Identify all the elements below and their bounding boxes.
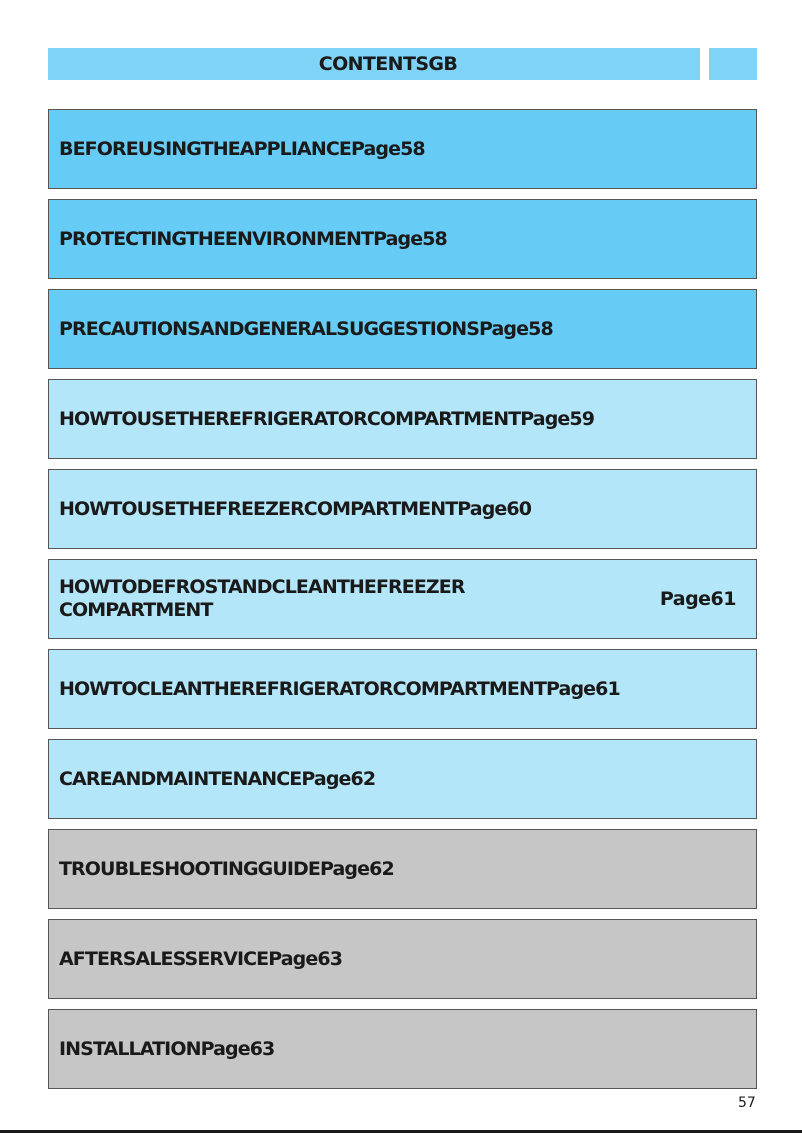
toc-entry-title-line-2: COMPARTMENT (59, 599, 213, 621)
toc-entry-label: CAREANDMAINTENANCEPage62 (59, 768, 376, 790)
toc-entry-title-line-1: HOWTODEFROSTANDCLEANTHEFREEZER (59, 576, 465, 598)
toc-entry-label: PROTECTINGTHEENVIRONMENTPage58 (59, 228, 447, 250)
toc-entry-label: INSTALLATIONPage63 (59, 1038, 275, 1060)
table-of-contents (48, 109, 757, 1099)
header-tab-block (709, 48, 757, 80)
page-title: CONTENTSGB (318, 53, 458, 75)
toc-entry-protecting-environment[interactable] (48, 199, 757, 279)
toc-entry-label: HOWTOUSETHEREFRIGERATORCOMPARTMENTPage59 (59, 408, 595, 430)
toc-entry-label: BEFOREUSINGTHEAPPLIANCEPage58 (59, 138, 425, 160)
toc-entry-installation[interactable] (48, 1009, 757, 1089)
toc-entry-label: HOWTOCLEANTHEREFRIGERATORCOMPARTMENTPage61 (59, 678, 620, 700)
toc-entry-precautions[interactable] (48, 289, 757, 369)
toc-entry-clean-refrigerator[interactable] (48, 649, 757, 729)
toc-entry-refrigerator-compartment[interactable] (48, 379, 757, 459)
toc-entry-freezer-compartment[interactable] (48, 469, 757, 549)
toc-entry-before-using[interactable] (48, 109, 757, 189)
toc-entry-label: TROUBLESHOOTINGGUIDEPage62 (59, 858, 394, 880)
page-number: 57 (738, 1095, 756, 1111)
toc-entry-troubleshooting[interactable] (48, 829, 757, 909)
toc-entry-page: Page61 (659, 588, 736, 610)
toc-entry-label: AFTERSALESSERVICEPage63 (59, 948, 343, 970)
toc-entry-label: PRECAUTIONSANDGENERALSUGGESTIONSPage58 (59, 318, 553, 340)
contents-header-bar (48, 48, 700, 80)
toc-entry-title (59, 576, 660, 622)
toc-entry-defrost-freezer[interactable] (48, 559, 757, 639)
toc-entry-care-maintenance[interactable] (48, 739, 757, 819)
toc-entry-label: HOWTOUSETHEFREEZERCOMPARTMENTPage60 (59, 498, 532, 520)
toc-entry-after-sales-service[interactable] (48, 919, 757, 999)
